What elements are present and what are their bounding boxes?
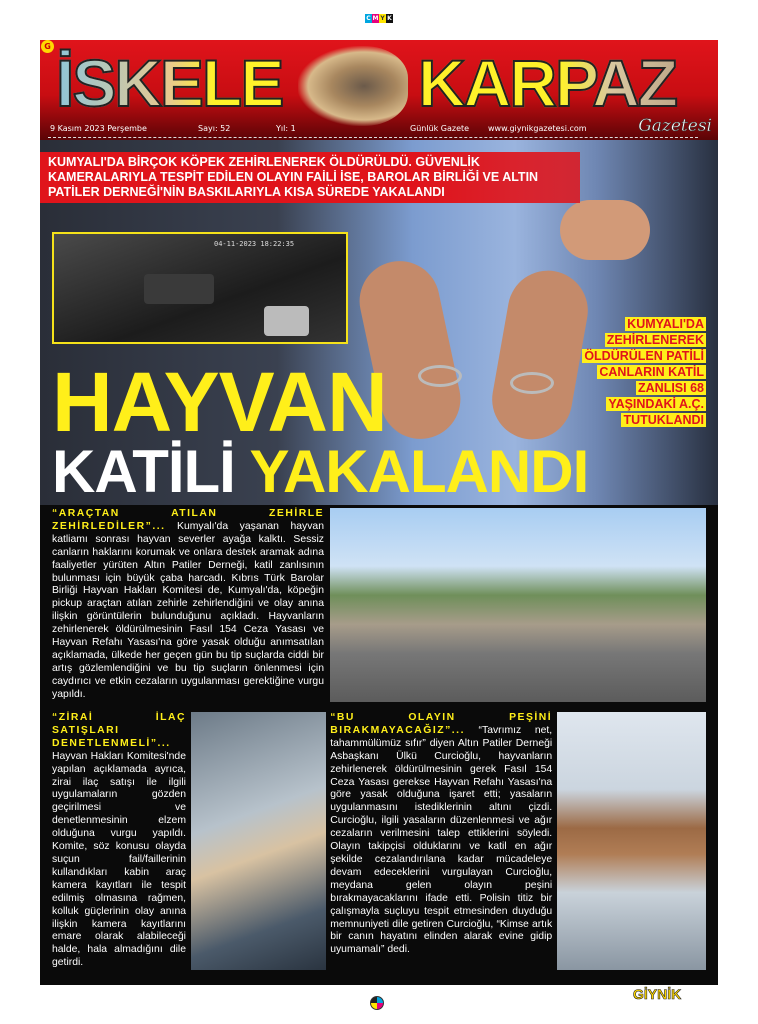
sidebox-summary [582, 315, 706, 427]
articles-row-bottom [52, 712, 706, 970]
handcuff-icon [418, 365, 462, 387]
cmyk-y: Y [380, 15, 385, 22]
headline-white: KATİLİ [52, 438, 235, 505]
article-1-lead: “ARAÇTAN ATILAN ZEHİRLE ZEHİRLEDİLER”... [52, 508, 324, 532]
article-1-body: Kumyalı'da yaşanan hayvan katliamı sonrası hayvan severler ayağa kalktı. Sessiz canların haklarını korumak ve onlara destek aramak adına faaliyetler yürüten Altın Patiler Derneği, katil zanlısının bulunması için büyük çaba harcadı. Kıbrıs Türk Barolar Birliği Hayvan Hakları Komitesi de, Kumyalı'da, köpeğin pickup araçtan atılan zehirle zehirlendiğini ve olay anına ilişkin görüntülerin bulunduğunu açıkladı. Hayvanların zehirlenerek öldürülmesinin Fasıl 154 Ceza Yasası ve Hayvan Refahı Yasası'na göre yasak olduğu anımsatılan açıklamada, ülkede her geçen gün bu tip suçlarda ciddi bir artış gözlemlendiğini ve bu tip suçların önlenmesi için caydırıcı ve etkin cezaların uygulanması gerektiğine vurgu yapıldı. [52, 520, 324, 700]
cmyk-m: M [372, 15, 379, 22]
cctv-photo [52, 232, 348, 344]
headline-line1: HAYVAN [52, 355, 387, 449]
street-scene-photo [330, 508, 706, 702]
issue-year: Yıl: 1 [276, 124, 296, 133]
article-2-body: Hayvan Hakları Komitesi'nde yapılan açıklamada ayrıca, zirai ilaç satışı ile ilgili uygulamaların gözden geçirilmesi ve denetlenmesinin elzem olduğuna vurgu yapıldı. Komite, söz konusu olayda suçun fail/faillerinin kullandıkları kabin araç kamera kayıtları ile tespit edilmiş olmasına rağmen, kolluk güçlerinin olay anına ilişkin kamera kayıtlarını emare olarak alabileceği halde, hala almadığını dile getirdi. [52, 750, 186, 969]
headline-line2 [52, 438, 589, 505]
poisoned-dog-photo [557, 712, 706, 970]
subheadline: KUMYALI'DA BİRÇOK KÖPEK ZEHİRLENEREK ÖLDÜRÜLDÜ. GÜVENLİK KAMERALARIYLA TESPİT EDİLEN OLAYIN FAİLİ İSE, BAROLAR BİRLİĞİ VE ALTIN PATİLER DERNEĞİ'NİN BASKILARIYLA KISA SÜREDE YAKALANDI [40, 152, 580, 203]
sidebox-line: TUTUKLANDI [623, 413, 704, 427]
vet-treating-dog-photo [191, 712, 326, 970]
handcuff-icon [510, 372, 554, 394]
masthead [40, 40, 718, 140]
sidebox-line: CANLARIN KATİL [599, 365, 704, 379]
article-1 [52, 508, 324, 702]
articles-row-top [52, 508, 706, 702]
sidebox-line: ÖLDÜRÜLEN PATİLİ [584, 349, 704, 363]
white-van [264, 306, 309, 336]
article-2-lead: “ZİRAİ İLAÇ SATIŞLARI DENETLENMELİ”... [52, 712, 186, 749]
headline-yellow: YAKALANDI [249, 438, 589, 505]
website-link[interactable]: www.giynikgazetesi.com [488, 124, 587, 133]
logo-iskele: İSKELE [56, 46, 283, 120]
donkey-illustration [298, 46, 408, 126]
officer-hand [560, 200, 650, 260]
arm-right [486, 264, 594, 445]
sidebox-line: ZANLISI 68 [638, 381, 704, 395]
sidebox-line: YAŞINDAKİ A.Ç. [608, 397, 704, 411]
logo-karpaz: KARPAZ [418, 46, 677, 120]
cmyk-print-mark [365, 14, 393, 23]
newspaper-page [40, 40, 718, 985]
pickup-truck [144, 274, 214, 304]
issue-date: 9 Kasım 2023 Perşembe [50, 124, 147, 133]
cmyk-c: C [366, 15, 371, 22]
giynik-footer-logo: GİYNİK [633, 986, 682, 1002]
masthead-divider [48, 137, 698, 138]
article-3-lead: “BU OLAYIN PEŞİNİ BIRAKMAYACAĞIZ”... [330, 712, 553, 736]
sidebox-line: ZEHİRLENEREK [606, 333, 704, 347]
sidebox-line: KUMYALI'DA [627, 317, 704, 331]
issue-number: Sayı: 52 [198, 124, 231, 133]
registration-mark-icon [370, 996, 384, 1010]
logo-gazetesi: Gazetesi [638, 116, 712, 136]
article-2 [52, 712, 186, 970]
article-3 [330, 712, 552, 970]
article-3-body: “Tavrımız net, tahammülümüz sıfır” diyen Altın Patiler Derneği Asbaşkanı Ülkü Curcioğlu, hayvanların zehirlenerek öldürülmesinin gerek Fasıl 154 Ceza Yasası gerekse Hayvan Refahı Yasası'na göre yasak olduğuna işaret etti; yasaların uygulanmasını istediklerinin altını çizdi. Curcioğlu, ilgili yasaların düzenlenmesi ve ağır cezaların verilmesini talep ettiklerini söyledi. Olayın takipçisi olduklarını ve katil en ağır şekilde cezalandırılana kadar mücadeleye devam edeceklerini vurgulayan Curcioğlu, meydana gelen olayın peşini bırakmayacaklarını ifade etti. Polisin titiz bir çalışmayla suçluyu tespit etmesinden duyduğu memnuniyeti dile getiren Curcioğlu, “Kimse artık bir canın hayatını elinden alarak evine gidip uyumamalı” dedi. [330, 724, 553, 956]
articles-section [52, 508, 706, 970]
cmyk-k: K [387, 15, 392, 22]
cctv-timestamp: 04-11-2023 18:22:35 [214, 240, 295, 248]
frequency: Günlük Gazete [410, 124, 470, 133]
giynik-badge: G [41, 40, 54, 53]
